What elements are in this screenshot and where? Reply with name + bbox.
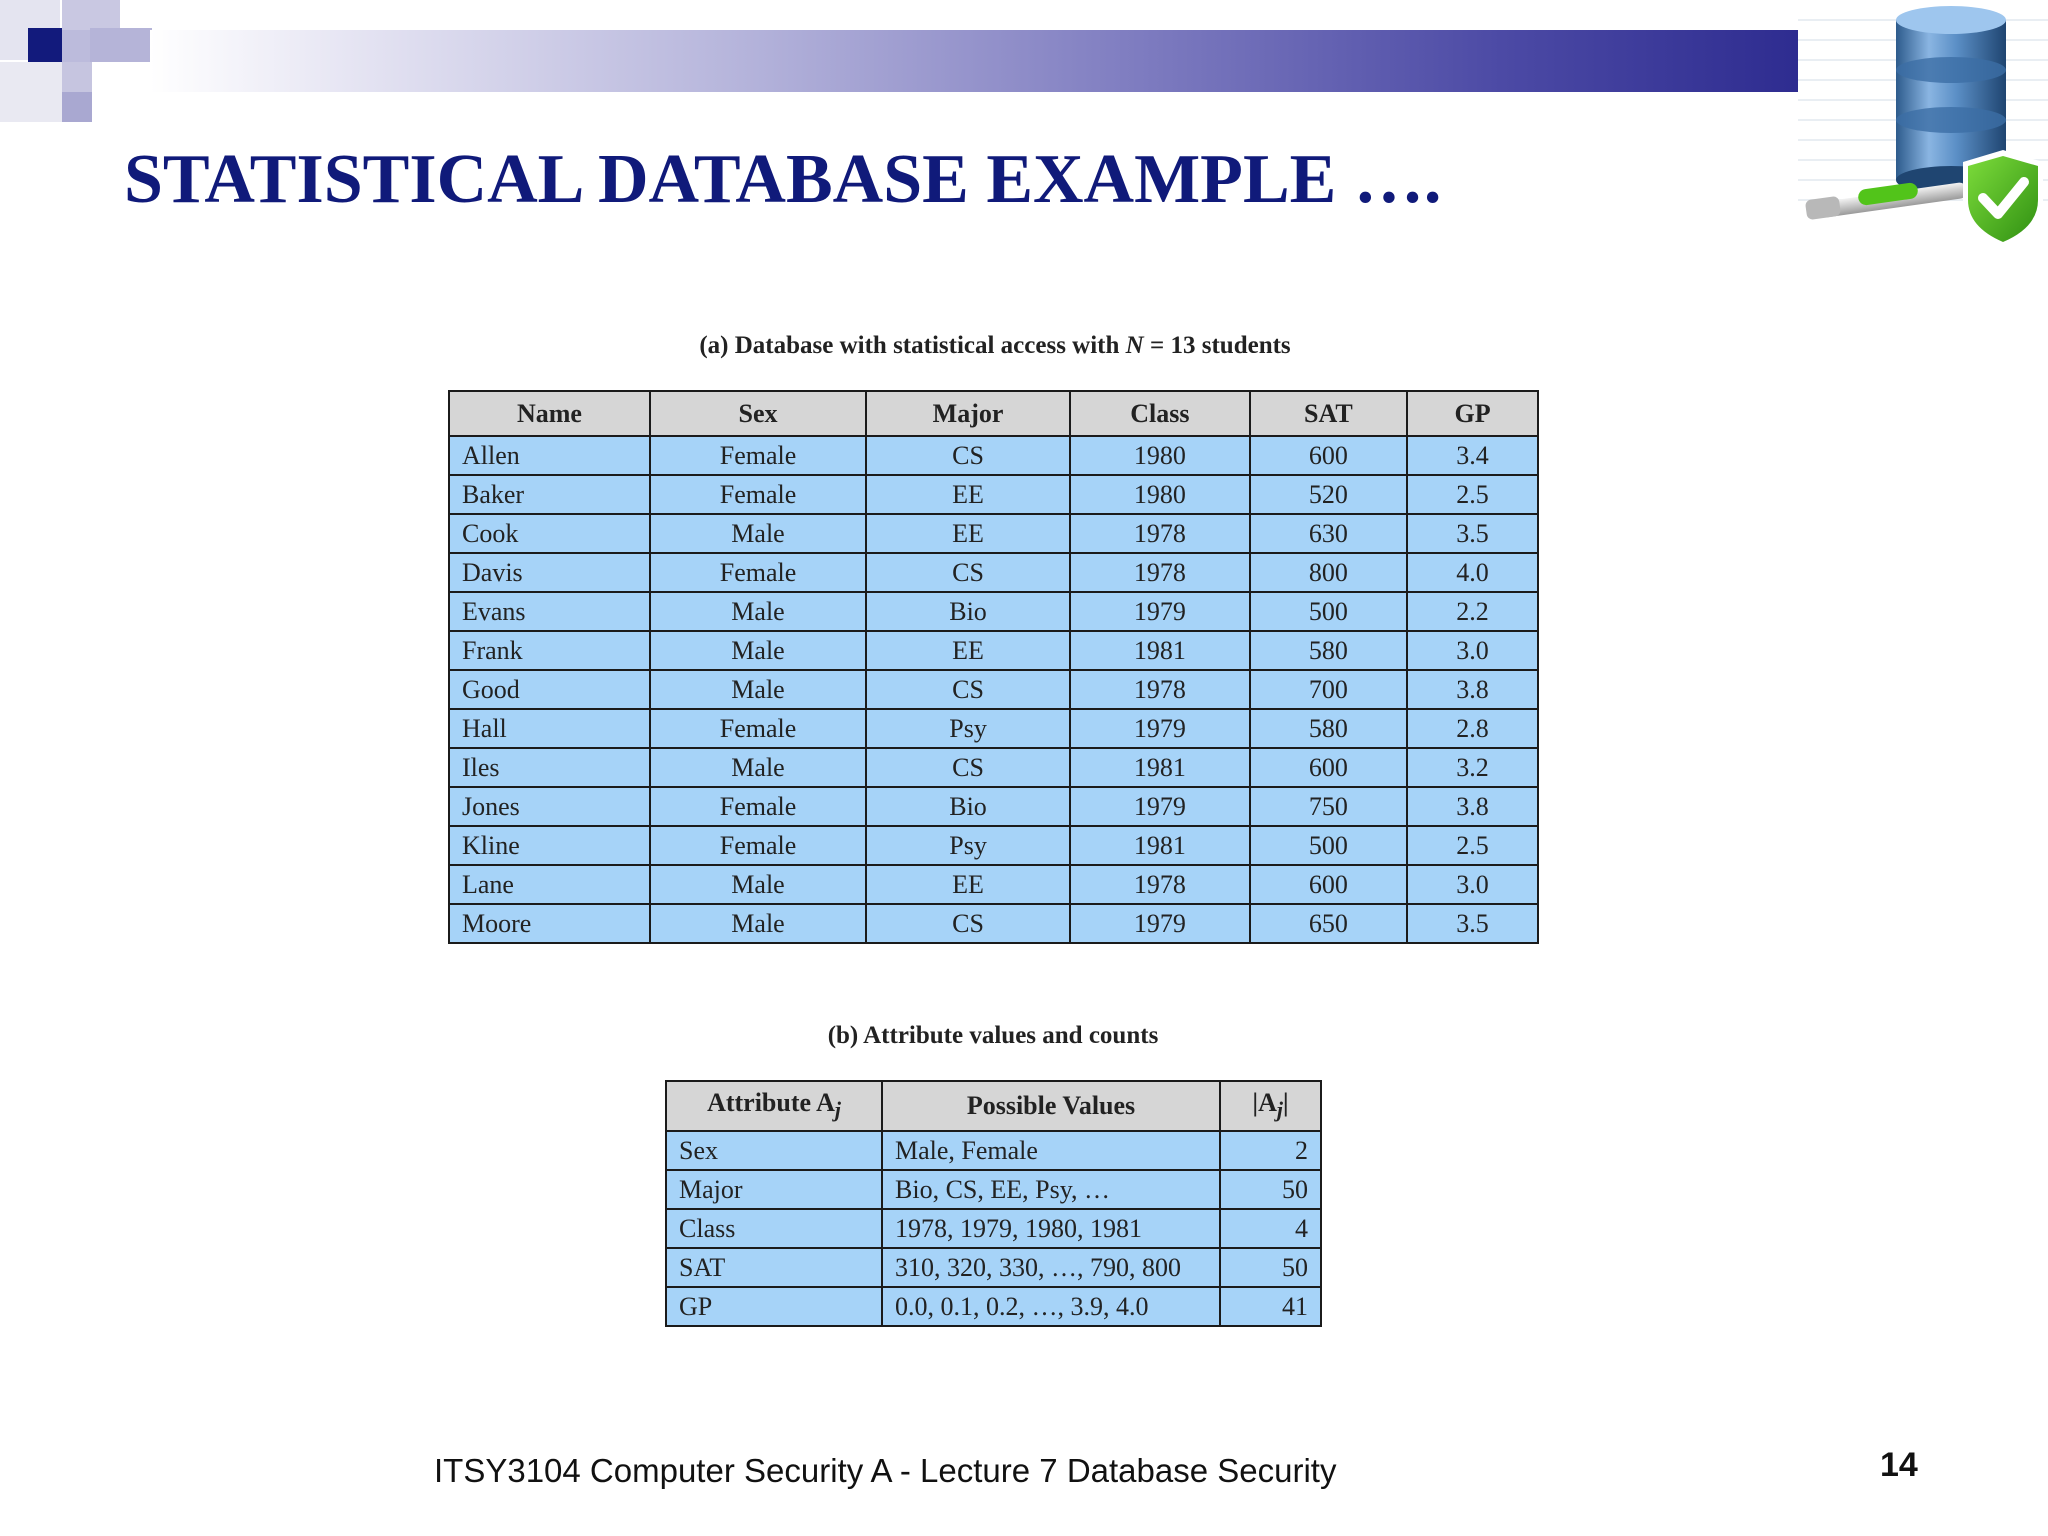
attribute-header-text: Attribute A xyxy=(707,1088,835,1118)
cell-name: Frank xyxy=(449,631,650,670)
column-header-major: Major xyxy=(866,391,1070,436)
cell-gp: 3.5 xyxy=(1407,904,1538,943)
table-row xyxy=(449,904,1538,943)
cell-count: 50 xyxy=(1220,1248,1321,1287)
cell-sat: 700 xyxy=(1250,670,1407,709)
cell-gp: 3.4 xyxy=(1407,436,1538,475)
cell-sat: 800 xyxy=(1250,553,1407,592)
cell-sat: 580 xyxy=(1250,631,1407,670)
table-row xyxy=(449,475,1538,514)
cell-count: 4 xyxy=(1220,1209,1321,1248)
cell-sat: 630 xyxy=(1250,514,1407,553)
table-row xyxy=(449,826,1538,865)
table-a-header-row xyxy=(449,391,1538,436)
cell-major: CS xyxy=(866,553,1070,592)
count-header-sub: j xyxy=(1276,1098,1283,1123)
table-b-header-row xyxy=(666,1081,1321,1131)
cell-sex: Male xyxy=(650,748,866,787)
cell-sat: 750 xyxy=(1250,787,1407,826)
cell-sat: 580 xyxy=(1250,709,1407,748)
cell-name: Good xyxy=(449,670,650,709)
cell-class: 1978 xyxy=(1070,670,1250,709)
table-row xyxy=(449,748,1538,787)
cell-class: 1979 xyxy=(1070,904,1250,943)
cell-major: CS xyxy=(866,904,1070,943)
table-row xyxy=(449,631,1538,670)
cell-sex: Male xyxy=(650,631,866,670)
cell-gp: 2.2 xyxy=(1407,592,1538,631)
table-row xyxy=(449,592,1538,631)
cell-name: Baker xyxy=(449,475,650,514)
cell-count: 50 xyxy=(1220,1170,1321,1209)
table-row xyxy=(449,553,1538,592)
cell-sat: 500 xyxy=(1250,826,1407,865)
table-row xyxy=(449,865,1538,904)
cell-major: CS xyxy=(866,436,1070,475)
cell-class: 1978 xyxy=(1070,865,1250,904)
column-header-class: Class xyxy=(1070,391,1250,436)
cell-gp: 3.0 xyxy=(1407,865,1538,904)
column-header-sex: Sex xyxy=(650,391,866,436)
cell-name: Kline xyxy=(449,826,650,865)
cell-major: Psy xyxy=(866,826,1070,865)
cell-class: 1979 xyxy=(1070,787,1250,826)
table-row xyxy=(666,1209,1321,1248)
cell-gp: 4.0 xyxy=(1407,553,1538,592)
table-row xyxy=(449,436,1538,475)
cell-sat: 600 xyxy=(1250,865,1407,904)
student-database-table xyxy=(448,390,1539,944)
cell-attribute: Sex xyxy=(666,1131,882,1170)
database-shield-check-icon xyxy=(1798,0,2048,250)
table-row xyxy=(666,1170,1321,1209)
cell-possible-values: 310, 320, 330, …, 790, 800 xyxy=(882,1248,1220,1287)
cell-attribute: GP xyxy=(666,1287,882,1326)
cell-name: Evans xyxy=(449,592,650,631)
table-row xyxy=(449,709,1538,748)
cell-gp: 3.2 xyxy=(1407,748,1538,787)
column-header-gp: GP xyxy=(1407,391,1538,436)
cell-sex: Female xyxy=(650,475,866,514)
table-row xyxy=(449,787,1538,826)
cell-major: Psy xyxy=(866,709,1070,748)
count-header-text: |A xyxy=(1252,1088,1277,1118)
table-row xyxy=(666,1287,1321,1326)
cell-possible-values: Bio, CS, EE, Psy, … xyxy=(882,1170,1220,1209)
cell-class: 1979 xyxy=(1070,592,1250,631)
cell-sex: Female xyxy=(650,553,866,592)
attribute-header-sub: j xyxy=(834,1098,841,1123)
caption-a-prefix: (a) Database with statistical access with xyxy=(699,332,1126,359)
cell-sex: Male xyxy=(650,865,866,904)
cell-gp: 3.8 xyxy=(1407,787,1538,826)
cell-gp: 3.0 xyxy=(1407,631,1538,670)
cell-attribute: SAT xyxy=(666,1248,882,1287)
table-b-caption: (b) Attribute values and counts xyxy=(827,1022,1159,1049)
column-header-count xyxy=(1220,1081,1321,1131)
cell-gp: 3.5 xyxy=(1407,514,1538,553)
cell-name: Iles xyxy=(449,748,650,787)
cell-attribute: Major xyxy=(666,1170,882,1209)
cell-sex: Female xyxy=(650,709,866,748)
cell-possible-values: 1978, 1979, 1980, 1981 xyxy=(882,1209,1220,1248)
attribute-counts-table xyxy=(665,1080,1322,1327)
cell-major: Bio xyxy=(866,787,1070,826)
cell-sex: Male xyxy=(650,514,866,553)
cell-name: Moore xyxy=(449,904,650,943)
cell-attribute: Class xyxy=(666,1209,882,1248)
table-row xyxy=(449,670,1538,709)
cell-sex: Male xyxy=(650,670,866,709)
decorative-squares-icon xyxy=(0,0,160,130)
slide-title: STATISTICAL DATABASE EXAMPLE …. xyxy=(124,141,1442,218)
cell-sat: 650 xyxy=(1250,904,1407,943)
cell-class: 1981 xyxy=(1070,826,1250,865)
cell-gp: 2.8 xyxy=(1407,709,1538,748)
cell-sex: Female xyxy=(650,436,866,475)
cell-name: Jones xyxy=(449,787,650,826)
count-header-end: | xyxy=(1282,1088,1289,1118)
cell-major: CS xyxy=(866,748,1070,787)
cell-sat: 520 xyxy=(1250,475,1407,514)
cell-count: 41 xyxy=(1220,1287,1321,1326)
cell-class: 1981 xyxy=(1070,748,1250,787)
cell-major: EE xyxy=(866,514,1070,553)
slide-footer: ITSY3104 Computer Security A - Lecture 7 Database Security xyxy=(434,1452,1337,1489)
cell-sat: 500 xyxy=(1250,592,1407,631)
caption-a-suffix: = 13 students xyxy=(1143,332,1291,359)
cell-class: 1980 xyxy=(1070,436,1250,475)
cell-class: 1981 xyxy=(1070,631,1250,670)
cell-major: CS xyxy=(866,670,1070,709)
cell-name: Davis xyxy=(449,553,650,592)
column-header-attribute xyxy=(666,1081,882,1131)
cell-sex: Male xyxy=(650,592,866,631)
cell-name: Cook xyxy=(449,514,650,553)
cell-sat: 600 xyxy=(1250,748,1407,787)
cell-sat: 600 xyxy=(1250,436,1407,475)
cell-major: EE xyxy=(866,631,1070,670)
page-number: 14 xyxy=(1880,1446,1918,1484)
cell-class: 1980 xyxy=(1070,475,1250,514)
cell-gp: 3.8 xyxy=(1407,670,1538,709)
cell-gp: 2.5 xyxy=(1407,475,1538,514)
cell-gp: 2.5 xyxy=(1407,826,1538,865)
table-a-caption xyxy=(448,332,1542,360)
cell-name: Allen xyxy=(449,436,650,475)
cell-possible-values: 0.0, 0.1, 0.2, …, 3.9, 4.0 xyxy=(882,1287,1220,1326)
column-header-sat: SAT xyxy=(1250,391,1407,436)
cell-major: EE xyxy=(866,475,1070,514)
cell-major: Bio xyxy=(866,592,1070,631)
caption-a-variable: N xyxy=(1125,332,1144,359)
cell-sex: Female xyxy=(650,826,866,865)
cell-major: EE xyxy=(866,865,1070,904)
cell-sex: Female xyxy=(650,787,866,826)
table-row xyxy=(666,1131,1321,1170)
header-gradient-bar xyxy=(150,30,1798,92)
cell-class: 1978 xyxy=(1070,553,1250,592)
column-header-name: Name xyxy=(449,391,650,436)
cell-class: 1979 xyxy=(1070,709,1250,748)
cell-count: 2 xyxy=(1220,1131,1321,1170)
cell-name: Lane xyxy=(449,865,650,904)
cell-class: 1978 xyxy=(1070,514,1250,553)
column-header-possible-values: Possible Values xyxy=(882,1081,1220,1131)
table-row xyxy=(666,1248,1321,1287)
cell-name: Hall xyxy=(449,709,650,748)
cell-sex: Male xyxy=(650,904,866,943)
table-row xyxy=(449,514,1538,553)
cell-possible-values: Male, Female xyxy=(882,1131,1220,1170)
